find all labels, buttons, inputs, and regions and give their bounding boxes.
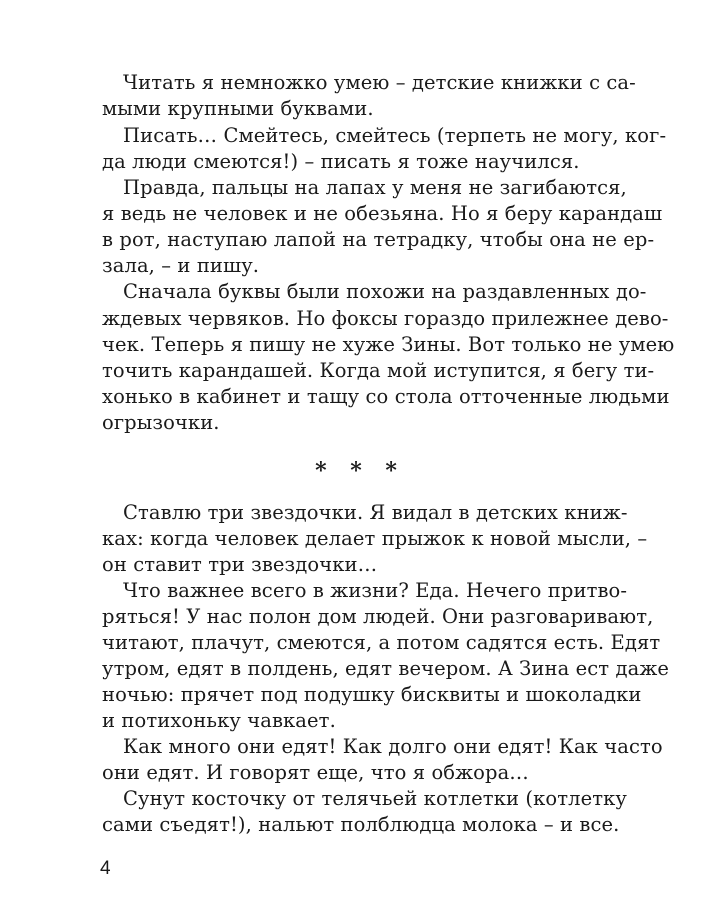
page-number: 4 (100, 858, 111, 879)
section-separator: * * * (315, 458, 405, 484)
text-line: Читать я немножко умею – детские книжки с са- (123, 71, 636, 94)
text-line: утром, едят в полдень, едят вечером. А Зина ест даже (102, 657, 670, 680)
text-line: Ставлю три звездочки. Я видал в детских книж- (123, 501, 628, 524)
text-line: ночью: прячет под подушку бисквиты и шоколадки (102, 683, 642, 706)
text-line: ряться! У нас полон дом людей. Они разговаривают, (102, 605, 654, 628)
text-line: Сначала буквы были похожи на раздавленных до- (123, 280, 647, 303)
text-line: хонько в кабинет и тащу со стола отточенные людьми (102, 385, 670, 408)
text-line: огрызочки. (102, 411, 220, 434)
text-line: я ведь не человек и не обезьяна. Но я беру карандаш (102, 202, 663, 225)
text-line: Как много они едят! Как долго они едят! Как часто (123, 735, 663, 758)
text-line: в рот, наступаю лапой на тетрадку, чтобы она не ер- (102, 228, 655, 251)
text-line: чек. Теперь я пишу не хуже Зины. Вот только не умею (102, 333, 675, 356)
text-line: он ставит три звездочки… (102, 553, 378, 576)
text-line: мыми крупными буквами. (102, 97, 374, 120)
text-line: Что важнее всего в жизни? Еда. Нечего притво- (123, 579, 628, 602)
text-line: Писать… Смейтесь, смейтесь (терпеть не могу, ког- (123, 124, 667, 147)
text-line: Сунут косточку от телячьей котлетки (котлетку (123, 787, 627, 810)
text-line: они едят. И говорят еще, что я обжора… (102, 761, 529, 784)
text-line: и потихоньку чавкает. (102, 709, 336, 732)
text-line: читают, плачут, смеются, а потом садятся есть. Едят (102, 631, 661, 654)
text-line: ждевых червяков. Но фоксы гораздо прилежнее дево- (102, 307, 669, 330)
text-line: да люди смеются!) – писать я тоже научился. (102, 150, 580, 173)
text-line: сами съедят!), нальют полблюдца молока – и все. (102, 813, 620, 836)
text-line: зала, – и пишу. (102, 254, 260, 277)
text-line: Правда, пальцы на лапах у меня не загибаются, (123, 176, 627, 199)
text-line: ках: когда человек делает прыжок к новой мысли, – (102, 527, 648, 550)
text-line: точить карандашей. Когда мой иступится, я бегу ти- (102, 359, 655, 382)
